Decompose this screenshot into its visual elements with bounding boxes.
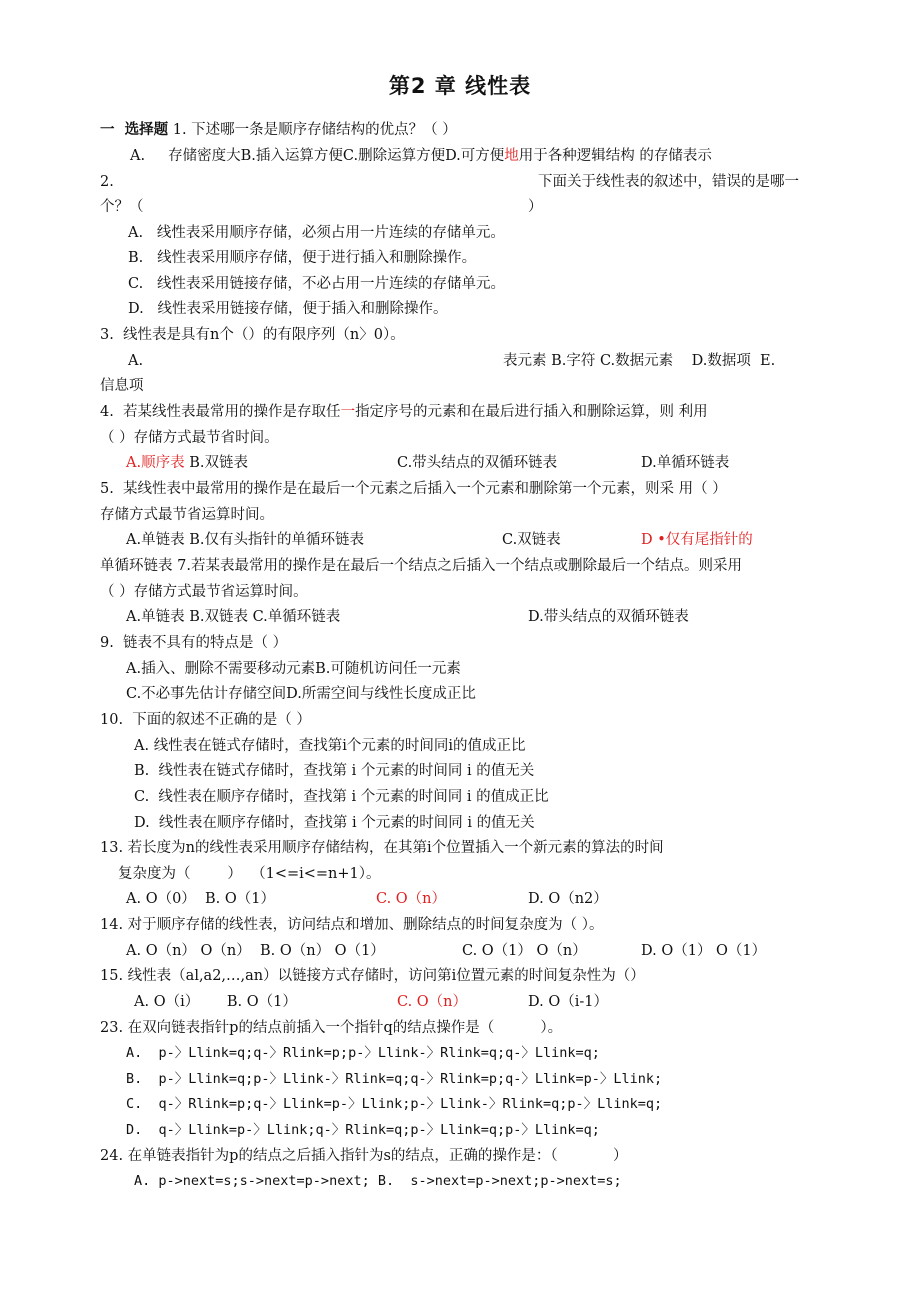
- text-line: 下面关于线性表的叙述中，错误的是哪一: [538, 174, 799, 190]
- text-line: 15. 线性表（al,a2,…,an）以链接方式存储时，访问第i位置元素的时间复杂性为（）: [100, 968, 645, 984]
- text-line: A.单链表 B.仅有头指针的单循环链表: [126, 532, 364, 548]
- text-line: B. 线性表在链式存储时，查找第 i 个元素的时间同 i 的值无关: [134, 763, 535, 779]
- text-line: D. O（1） O（1）: [641, 943, 767, 959]
- text-line: D •仅有尾指针的: [641, 532, 753, 548]
- text-line: 一 选择题 1. 下述哪一条是顺序存储结构的优点？（ ）: [100, 122, 457, 138]
- text-line: A. p->next=s;s->next=p->next; B. s->next=p->next;p->next=s;: [134, 1173, 622, 1189]
- text-line: （ ）存储方式最节省运算时间。: [100, 584, 308, 600]
- text-line: A. 存储密度大B.插入运算方便C.删除运算方便D.可方便地用于各种逻辑结构 的存储表示: [130, 148, 712, 164]
- text-line: D.单循环链表: [641, 455, 730, 471]
- text-line: A.: [128, 353, 144, 369]
- text-line: 复杂度为（ ） （1<=i<=n+1）。: [118, 866, 381, 882]
- text-line: D. O（i-1）: [528, 994, 608, 1010]
- section-heading: 一 选择题: [100, 122, 169, 138]
- text-line: A.顺序表 B.双链表: [126, 455, 248, 471]
- text-line: （ ）存储方式最节省时间。: [100, 430, 279, 446]
- chapter-title: 第2 章 线性表: [388, 74, 532, 98]
- text-line: D. q-〉Llink=p-〉Llink;q-〉Rlink=q;p-〉Llink=q;p-〉Llink=q;: [126, 1122, 600, 1138]
- text-line: C. O（n）: [397, 994, 468, 1010]
- text-line: A.插入、删除不需要移动元素B.可随机访问任一元素: [126, 661, 461, 677]
- text-line: A. 线性表采用顺序存储，必须占用一片连续的存储单元。: [128, 225, 505, 241]
- text-line: B. 线性表采用顺序存储，便于进行插入和删除操作。: [128, 250, 477, 266]
- text-line: C. O（1） O（n）: [462, 943, 587, 959]
- text-line: 信息项: [100, 378, 144, 394]
- text-line: C.不必事先估计存储空间D.所需空间与线性长度成正比: [126, 686, 476, 702]
- text-line: 14. 对于顺序存储的线性表，访问结点和增加、删除结点的时间复杂度为（ ）。: [100, 917, 604, 933]
- text-line: 24. 在单链表指针为p的结点之后插入指针为s的结点，正确的操作是：（ ）: [100, 1148, 628, 1164]
- text-line: D.带头结点的双循环链表: [528, 609, 689, 625]
- text-line: 个？（: [100, 199, 144, 215]
- text-line: A. O（0） B. O（1）: [126, 891, 276, 907]
- text-line: 5. 某线性表中最常用的操作是在最后一个元素之后插入一个元素和删除第一个元素，则采 用（ ）: [100, 481, 727, 497]
- text-line: A.单链表 B.双链表 C.单循环链表: [126, 609, 341, 625]
- text-line: 10. 下面的叙述不正确的是（ ）: [100, 712, 311, 728]
- text-line: D. O（n2）: [528, 891, 608, 907]
- text-line: ）: [528, 199, 543, 215]
- text-line: 3. 线性表是具有n个（）的有限序列（n〉0）。: [100, 327, 405, 343]
- text-line: A. O（n） O（n） B. O（n） O（1）: [126, 943, 385, 959]
- text-line: 23. 在双向链表指针p的结点前插入一个指针q的结点操作是（ ）。: [100, 1020, 563, 1036]
- text-line: C. 线性表采用链接存储，不必占用一片连续的存储单元。: [128, 276, 506, 292]
- text-line: A. O（i） B. O（1）: [134, 994, 297, 1010]
- text-line: D. 线性表采用链接存储，便于插入和删除操作。: [128, 301, 448, 317]
- text-line: C.带头结点的双循环链表: [397, 455, 558, 471]
- text-line: C. q-〉Rlink=p;q-〉Llink=p-〉Llink;p-〉Llink-〉Rlink=q;p-〉Llink=q;: [126, 1096, 663, 1112]
- text-line: 单循环链表 7.若某表最常用的操作是在最后一个结点之后插入一个结点或删除最后一个结点。则采用: [100, 558, 742, 574]
- text-line: 9. 链表不具有的特点是（ ）: [100, 635, 288, 651]
- text-line: 4. 若某线性表最常用的操作是存取任一指定序号的元素和在最后进行插入和删除运算，则 利用: [100, 404, 708, 420]
- text-line: C.双链表: [502, 532, 561, 548]
- text-line: 表元素 B.字符 C.数据元素 D.数据项 E.: [503, 353, 776, 369]
- text-line: 13. 若长度为n的线性表采用顺序存储结构，在其第i个位置插入一个新元素的算法的时间: [100, 840, 664, 856]
- text-line: D. 线性表在顺序存储时，查找第 i 个元素的时间同 i 的值无关: [134, 815, 535, 831]
- text-line: C. 线性表在顺序存储时，查找第 i 个元素的时间同 i 的值成正比: [134, 789, 549, 805]
- text-line: B. p-〉Llink=q;p-〉Llink-〉Rlink=q;q-〉Rlink=p;q-〉Llink=p-〉Llink;: [126, 1071, 663, 1087]
- text-line: 存储方式最节省运算时间。: [100, 507, 274, 523]
- text-line: C. O（n）: [376, 891, 447, 907]
- text-line: A. p-〉Llink=q;q-〉Rlink=p;p-〉Llink-〉Rlink=q;q-〉Llink=q;: [126, 1045, 600, 1061]
- text-line: A. 线性表在链式存储时，查找第i个元素的时间同i的值成正比: [134, 738, 526, 754]
- text-line: 2.: [100, 174, 114, 190]
